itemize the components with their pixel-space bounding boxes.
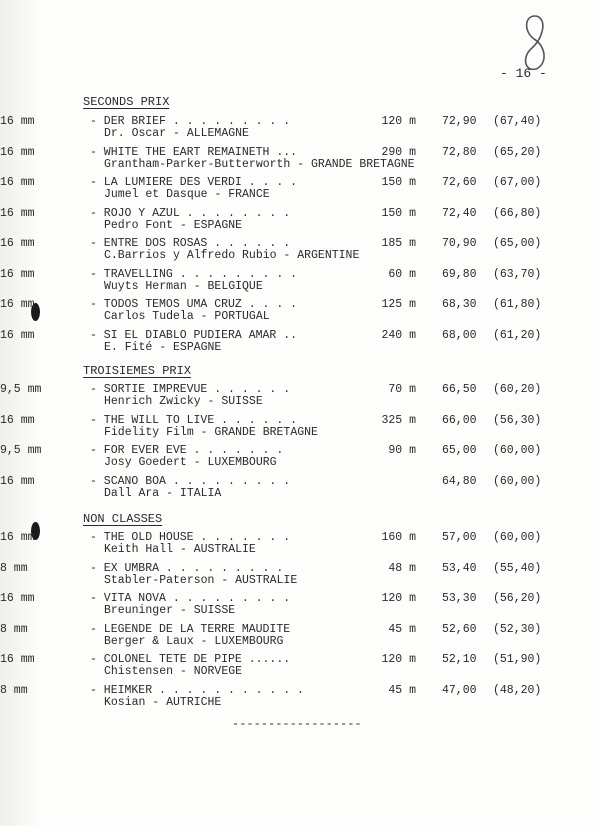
film-credit: Wuyts Herman - BELGIQUE [104,280,263,293]
film-format: 8 mm [0,684,28,697]
film-title: - TODOS TEMOS UMA CRUZ . . . . [90,298,298,311]
film-entry [0,269,600,299]
film-entry [0,415,600,445]
film-entry [0,445,600,475]
film-score: 53,30 [442,592,477,605]
film-score: 53,40 [442,562,477,575]
film-format: 16 mm [0,207,35,220]
film-entry [0,238,600,268]
film-format: 16 mm [0,146,35,159]
film-credit: Pedro Font - ESPAGNE [104,219,243,232]
handwritten-eight-mark [518,12,552,74]
film-entry [0,147,600,177]
film-alt-score: (48,20) [493,684,542,697]
film-length: 120 m [381,115,416,128]
film-credit: Josy Goedert - LUXEMBOURG [104,456,277,469]
film-format: 8 mm [0,562,28,575]
film-length: 90 m [388,444,416,457]
film-credit: Kosian - AUTRICHE [104,696,222,709]
film-alt-score: (56,30) [493,414,542,427]
film-length: 150 m [381,207,416,220]
film-format: 8 mm [0,623,28,636]
film-credit: Stabler-Paterson - AUSTRALIE [104,574,298,587]
film-credit: Chistensen - NORVEGE [104,665,243,678]
film-alt-score: (61,80) [493,298,542,311]
film-alt-score: (61,20) [493,329,542,342]
film-format: 16 mm [0,653,35,666]
film-length: 125 m [381,298,416,311]
film-title: - ENTRE DOS ROSAS . . . . . . [90,237,291,250]
section-heading: TROISIEMES PRIX [83,364,192,378]
film-format: 9,5 mm [0,383,42,396]
film-credit: C.Barrios y Alfredo Rubio - ARGENTINE [104,249,360,262]
film-entry [0,208,600,238]
film-score: 68,00 [442,329,477,342]
film-score: 47,00 [442,684,477,697]
film-title: - TRAVELLING . . . . . . . . . [90,268,298,281]
film-title: - WHITE THE EART REMAINETH ... [90,146,298,159]
film-alt-score: (67,40) [493,115,542,128]
film-entry [0,685,600,715]
film-score: 69,80 [442,268,477,281]
film-score: 52,60 [442,623,477,636]
film-score: 66,00 [442,414,477,427]
film-length: 60 m [388,268,416,281]
film-credit: Carlos Tudela - PORTUGAL [104,310,270,323]
film-length: 45 m [388,623,416,636]
film-credit: Dr. Oscar - ALLEMAGNE [104,127,249,140]
film-title: - THE OLD HOUSE . . . . . . . [90,531,291,544]
film-alt-score: (52,30) [493,623,542,636]
film-title: - LEGENDE DE LA TERRE MAUDITE [90,623,291,636]
film-credit: Dall Ara - ITALIA [104,487,222,500]
film-credit: E. Fité - ESPAGNE [104,341,222,354]
film-credit: Henrich Zwicky - SUISSE [104,395,263,408]
film-length: 45 m [388,684,416,697]
film-title: - ROJO Y AZUL . . . . . . . . [90,207,291,220]
film-title: - SCANO BOA . . . . . . . . . [90,475,291,488]
page-number: - 16 - [500,66,547,81]
film-entry [0,654,600,684]
film-format: 16 mm [0,531,35,544]
film-alt-score: (60,00) [493,475,542,488]
film-alt-score: (60,00) [493,444,542,457]
film-alt-score: (55,40) [493,562,542,575]
film-length: 240 m [381,329,416,342]
film-format: 16 mm [0,115,35,128]
film-format: 16 mm [0,414,35,427]
film-length: 48 m [388,562,416,575]
film-alt-score: (65,00) [493,237,542,250]
film-title: - COLONEL TETE DE PIPE ...... [90,653,291,666]
film-length: 120 m [381,592,416,605]
film-alt-score: (56,20) [493,592,542,605]
film-format: 16 mm [0,176,35,189]
section-heading: SECONDS PRIX [83,95,170,109]
film-score: 72,60 [442,176,477,189]
film-format: 16 mm [0,475,35,488]
film-format: 16 mm [0,298,35,311]
film-length: 160 m [381,531,416,544]
film-alt-score: (60,00) [493,531,542,544]
film-title: - HEIMKER . . . . . . . . . . . [90,684,304,697]
film-format: 16 mm [0,329,35,342]
film-entry [0,384,600,414]
film-format: 16 mm [0,237,35,250]
film-score: 64,80 [442,475,477,488]
film-score: 72,90 [442,115,477,128]
film-score: 72,40 [442,207,477,220]
film-length: 120 m [381,653,416,666]
film-score: 65,00 [442,444,477,457]
film-title: - VITA NOVA . . . . . . . . . [90,592,291,605]
film-entry [0,532,600,562]
film-entry [0,624,600,654]
film-length: 325 m [381,414,416,427]
film-length: 185 m [381,237,416,250]
film-format: 16 mm [0,268,35,281]
film-credit: Breuninger - SUISSE [104,604,236,617]
film-credit: Fidelity Film - GRANDE BRETAGNE [104,426,318,439]
film-credit: Jumel et Dasque - FRANCE [104,188,270,201]
end-separator: ------------------ [232,717,362,731]
film-credit: Berger & Laux - LUXEMBOURG [104,635,284,648]
film-alt-score: (60,20) [493,383,542,396]
film-title: - DER BRIEF . . . . . . . . . [90,115,291,128]
film-title: - THE WILL TO LIVE . . . . . . [90,414,298,427]
film-alt-score: (66,80) [493,207,542,220]
film-entry [0,330,600,360]
film-title: - EX UMBRA . . . . . . . . . [90,562,284,575]
film-score: 57,00 [442,531,477,544]
film-score: 72,80 [442,146,477,159]
film-credit: Grantham-Parker-Butterworth - GRANDE BRETAGNE [104,158,415,171]
film-score: 52,10 [442,653,477,666]
film-entry [0,476,600,506]
film-length: 70 m [388,383,416,396]
film-credit: Keith Hall - AUSTRALIE [104,543,256,556]
film-entry [0,177,600,207]
film-score: 66,50 [442,383,477,396]
film-title: - SORTIE IMPREVUE . . . . . . [90,383,291,396]
film-entry [0,563,600,593]
film-title: - SI EL DIABLO PUDIERA AMAR .. [90,329,298,342]
film-score: 68,30 [442,298,477,311]
section-heading: NON CLASSES [83,512,163,526]
film-length: 150 m [381,176,416,189]
film-title: - LA LUMIERE DES VERDI . . . . [90,176,298,189]
film-entry [0,299,600,329]
film-entry [0,593,600,623]
film-format: 9,5 mm [0,444,42,457]
film-entry [0,116,600,146]
film-alt-score: (67,00) [493,176,542,189]
film-score: 70,90 [442,237,477,250]
film-alt-score: (51,90) [493,653,542,666]
film-alt-score: (65,20) [493,146,542,159]
film-length: 290 m [381,146,416,159]
film-alt-score: (63,70) [493,268,542,281]
film-format: 16 mm [0,592,35,605]
film-title: - FOR EVER EVE . . . . . . . [90,444,284,457]
